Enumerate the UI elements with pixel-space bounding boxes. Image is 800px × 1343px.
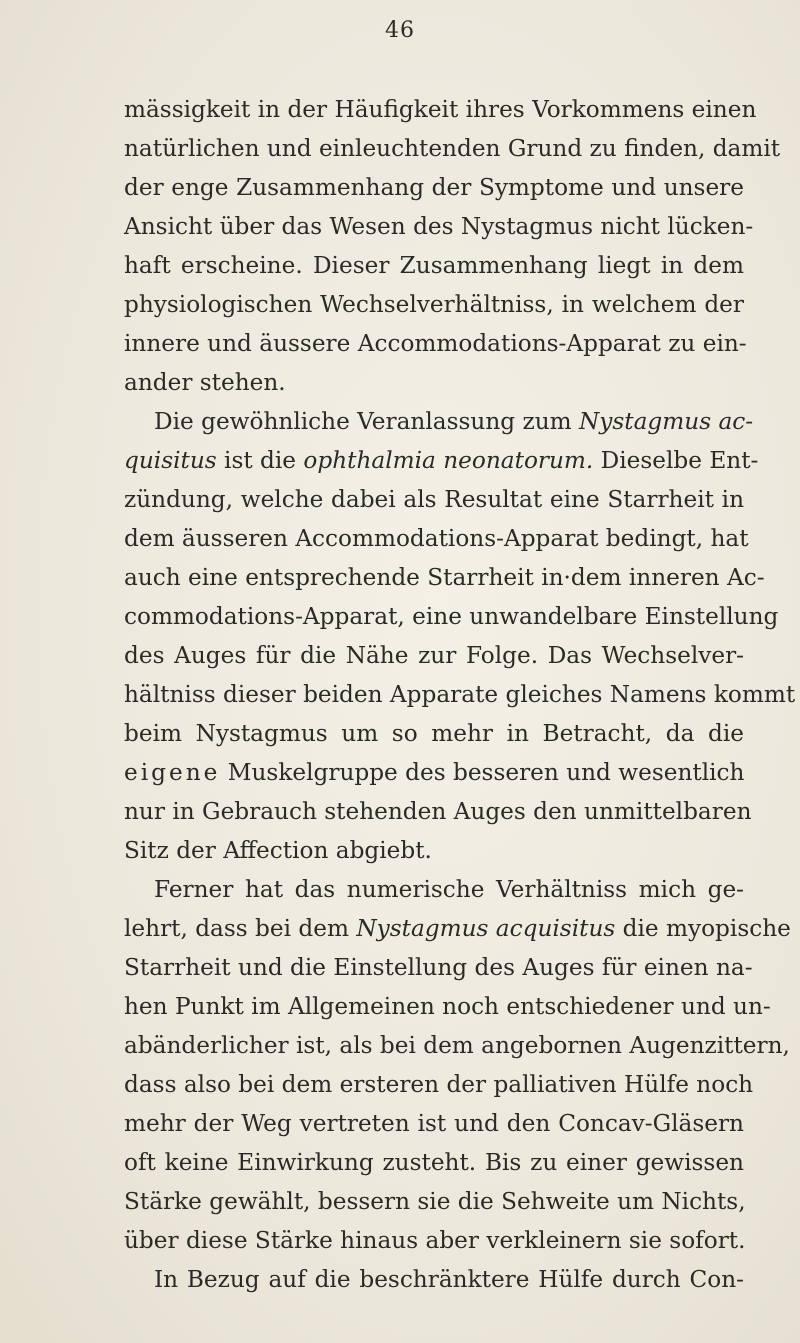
body-text (124, 90, 796, 1299)
text-line: innere und äussere Accommodations-Apparat zu ein- (124, 330, 747, 357)
text-line: der enge Zusammenhang der Symptome und unsere (124, 174, 744, 201)
text-span: Die gewöhnliche Veranlassung zum (154, 408, 572, 435)
text-line: Ferner hat das numerische Verhältniss mich ge- (154, 876, 744, 903)
text-line (124, 441, 759, 480)
text-line: mässigkeit in der Häufigkeit ihres Vorkommens einen (124, 96, 757, 123)
text-line: commodations-Apparat, eine unwandelbare Einstellung (124, 603, 779, 630)
text-line: Sitz der Affection abgiebt. (124, 837, 432, 864)
italic-term: quisitus (124, 447, 217, 474)
text-line: natürlichen und einleuchtenden Grund zu finden, damit (124, 135, 781, 162)
text-span: Muskelgruppe des besseren und wesentlich (227, 759, 745, 786)
text-line (124, 753, 744, 792)
text-span: lehrt, dass bei dem (124, 915, 349, 942)
text-line: hältniss dieser beiden Apparate gleiches Namens kommt (124, 681, 796, 708)
text-span: die myopische (622, 915, 791, 942)
text-line: beim Nystagmus um so mehr in Betracht, da die (124, 720, 744, 747)
text-line: haft erscheine. Dieser Zusammenhang liegt in dem (124, 252, 744, 279)
text-line: Stärke gewählt, bessern sie die Sehweite um Nichts, (124, 1188, 746, 1215)
text-line: des Auges für die Nähe zur Folge. Das Wechselver- (124, 642, 744, 669)
text-line: Starrheit und die Einstellung des Auges für einen na- (124, 954, 753, 981)
text-line: In Bezug auf die beschränktere Hülfe durch Con- (154, 1266, 744, 1293)
text-line: Ansicht über das Wesen des Nystagmus nicht lücken- (124, 213, 754, 240)
text-line: mehr der Weg vertreten ist und den Concav-Gläsern (124, 1110, 744, 1137)
text-line: hen Punkt im Allgemeinen noch entschiedener und un- (124, 993, 771, 1020)
italic-term: Nystagmus acquisitus (356, 915, 616, 942)
text-line: dem äusseren Accommodations-Apparat bedingt, hat (124, 525, 749, 552)
text-line: physiologischen Wechselverhältniss, in welchem der (124, 291, 744, 318)
text-line (124, 909, 791, 948)
text-line (124, 402, 754, 441)
text-span: Dieselbe Ent- (600, 447, 759, 474)
text-line: ander stehen. (124, 369, 286, 396)
text-span: ist die (224, 447, 297, 474)
page-number: 46 (385, 18, 415, 43)
text-line: oft keine Einwirkung zusteht. Bis zu einer gewissen (124, 1149, 744, 1176)
text-line: zündung, welche dabei als Resultat eine Starrheit in (124, 486, 744, 513)
text-line: abänderlicher ist, als bei dem angebornen Augenzittern, (124, 1032, 790, 1059)
text-line: dass also bei dem ersteren der palliativen Hülfe noch (124, 1071, 754, 1098)
text-line: auch eine entsprechende Starrheit in·dem inneren Ac- (124, 564, 765, 591)
text-line: nur in Gebrauch stehenden Auges den unmittelbaren (124, 798, 752, 825)
text-line: über diese Stärke hinaus aber verkleinern sie sofort. (124, 1227, 746, 1254)
italic-term: ophthalmia neonatorum. (303, 447, 594, 474)
italic-term: Nystagmus ac- (579, 408, 754, 435)
spaced-emphasis: eigene (124, 759, 221, 786)
